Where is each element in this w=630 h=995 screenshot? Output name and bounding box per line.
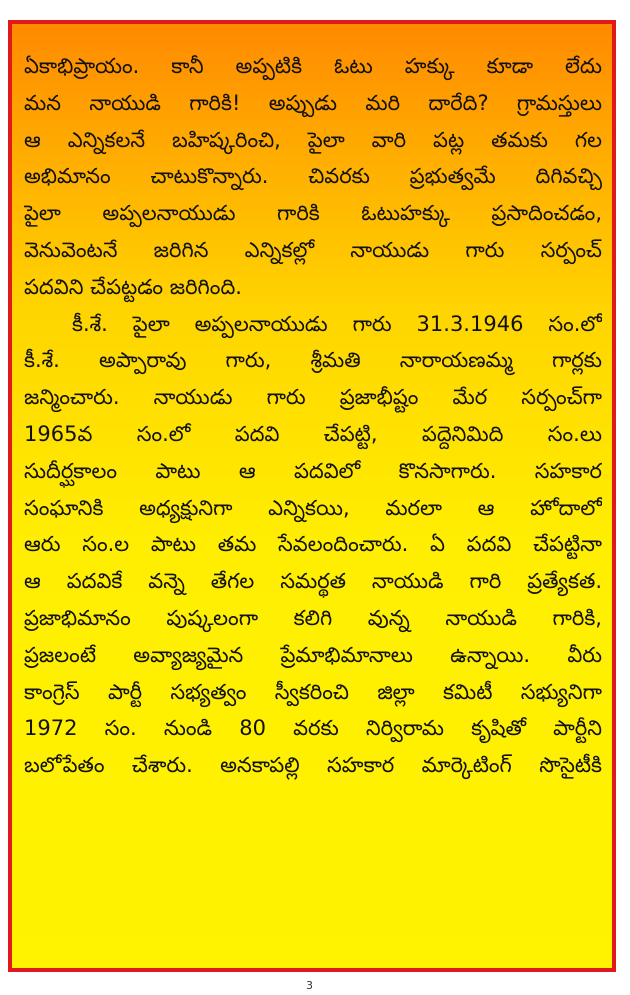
text-line-11: 1965వ సం.లో పదవి చేపట్టి, పద్దెనిమిది సం.లు <box>24 421 602 446</box>
text-line-4: అభిమానం చాటుకొన్నారు. చివరకు ప్రభుత్వమే దిగివచ్చి <box>24 164 602 189</box>
text-line-14: ఆరు సం.ల పాటు తమ సేవలందించారు. ఏ పదవి చేపట్టినా <box>24 532 602 557</box>
text-body <box>24 48 602 784</box>
page-panel <box>8 20 616 972</box>
text-line-2: మన నాయుడి గారికి! అప్పుడు మరి దారేది? గ్రామస్తులు <box>24 90 602 115</box>
text-line-18: కాంగ్రెస్ పార్టీ సభ్యత్వం స్వీకరించి జిల్లా కమిటీ సభ్యునిగా <box>24 679 602 704</box>
text-line-13: సంఘానికి అధ్యక్షునిగా ఎన్నికయి, మరలా ఆ హోదాలో <box>24 495 602 520</box>
text-line-8: కీ.శే. పైలా అప్పలనాయుడు గారు 31.3.1946 సం.లో <box>72 311 602 336</box>
text-line-15: ఆ పదవికే వన్నె తేగల సమర్థత నాయుడి గారి ప్రత్యేకత. <box>24 569 602 594</box>
text-line-7: పదవిని చేపట్టడం జరిగింది. <box>24 274 242 299</box>
text-line-9: కీ.శే. అప్పారావు గారు, శ్రీమతి నారాయణమ్మ గార్లకు <box>24 348 602 373</box>
text-line-3: ఆ ఎన్నికలనే బహిష్కరించి, పైలా వారి పట్ల తమకు గల <box>24 127 602 152</box>
text-line-6: వెనువెంటనే జరిగిన ఎన్నికల్లో నాయుడు గారు సర్పంచ్ <box>24 237 602 262</box>
text-line-17: ప్రజలంటే అవ్యాజ్యమైన ప్రేమాభిమానాలు ఉన్నాయి. వీరు <box>24 642 602 667</box>
text-line-16: ప్రజాభిమానం పుష్కలంగా కలిగి వున్న నాయుడి గారికి, <box>24 605 602 630</box>
text-line-12: సుదీర్ఘకాలం పాటు ఆ పదవిలో కొనసాగారు. సహకార <box>24 458 602 483</box>
page-number: 3 <box>306 979 313 992</box>
text-line-20: బలోపేతం చేశారు. అనకాపల్లి సహకార మార్కెటింగ్ సొసైటీకి <box>24 753 602 778</box>
text-line-10: జన్మించారు. నాయుడు గారు ప్రజాభీష్టం మేర సర్పంచ్‌గా <box>24 385 602 410</box>
text-line-1: ఏకాభిప్రాయం. కానీ అప్పటికి ఓటు హక్కు కూడా లేదు <box>24 54 602 78</box>
text-line-5: పైలా అప్పలనాయుడు గారికి ఓటుహక్కు ప్రసాదించడం, <box>24 201 602 226</box>
text-line-19: 1972 సం. నుండి 80 వరకు నిర్విరామ కృషితో పార్టీని <box>24 716 602 741</box>
